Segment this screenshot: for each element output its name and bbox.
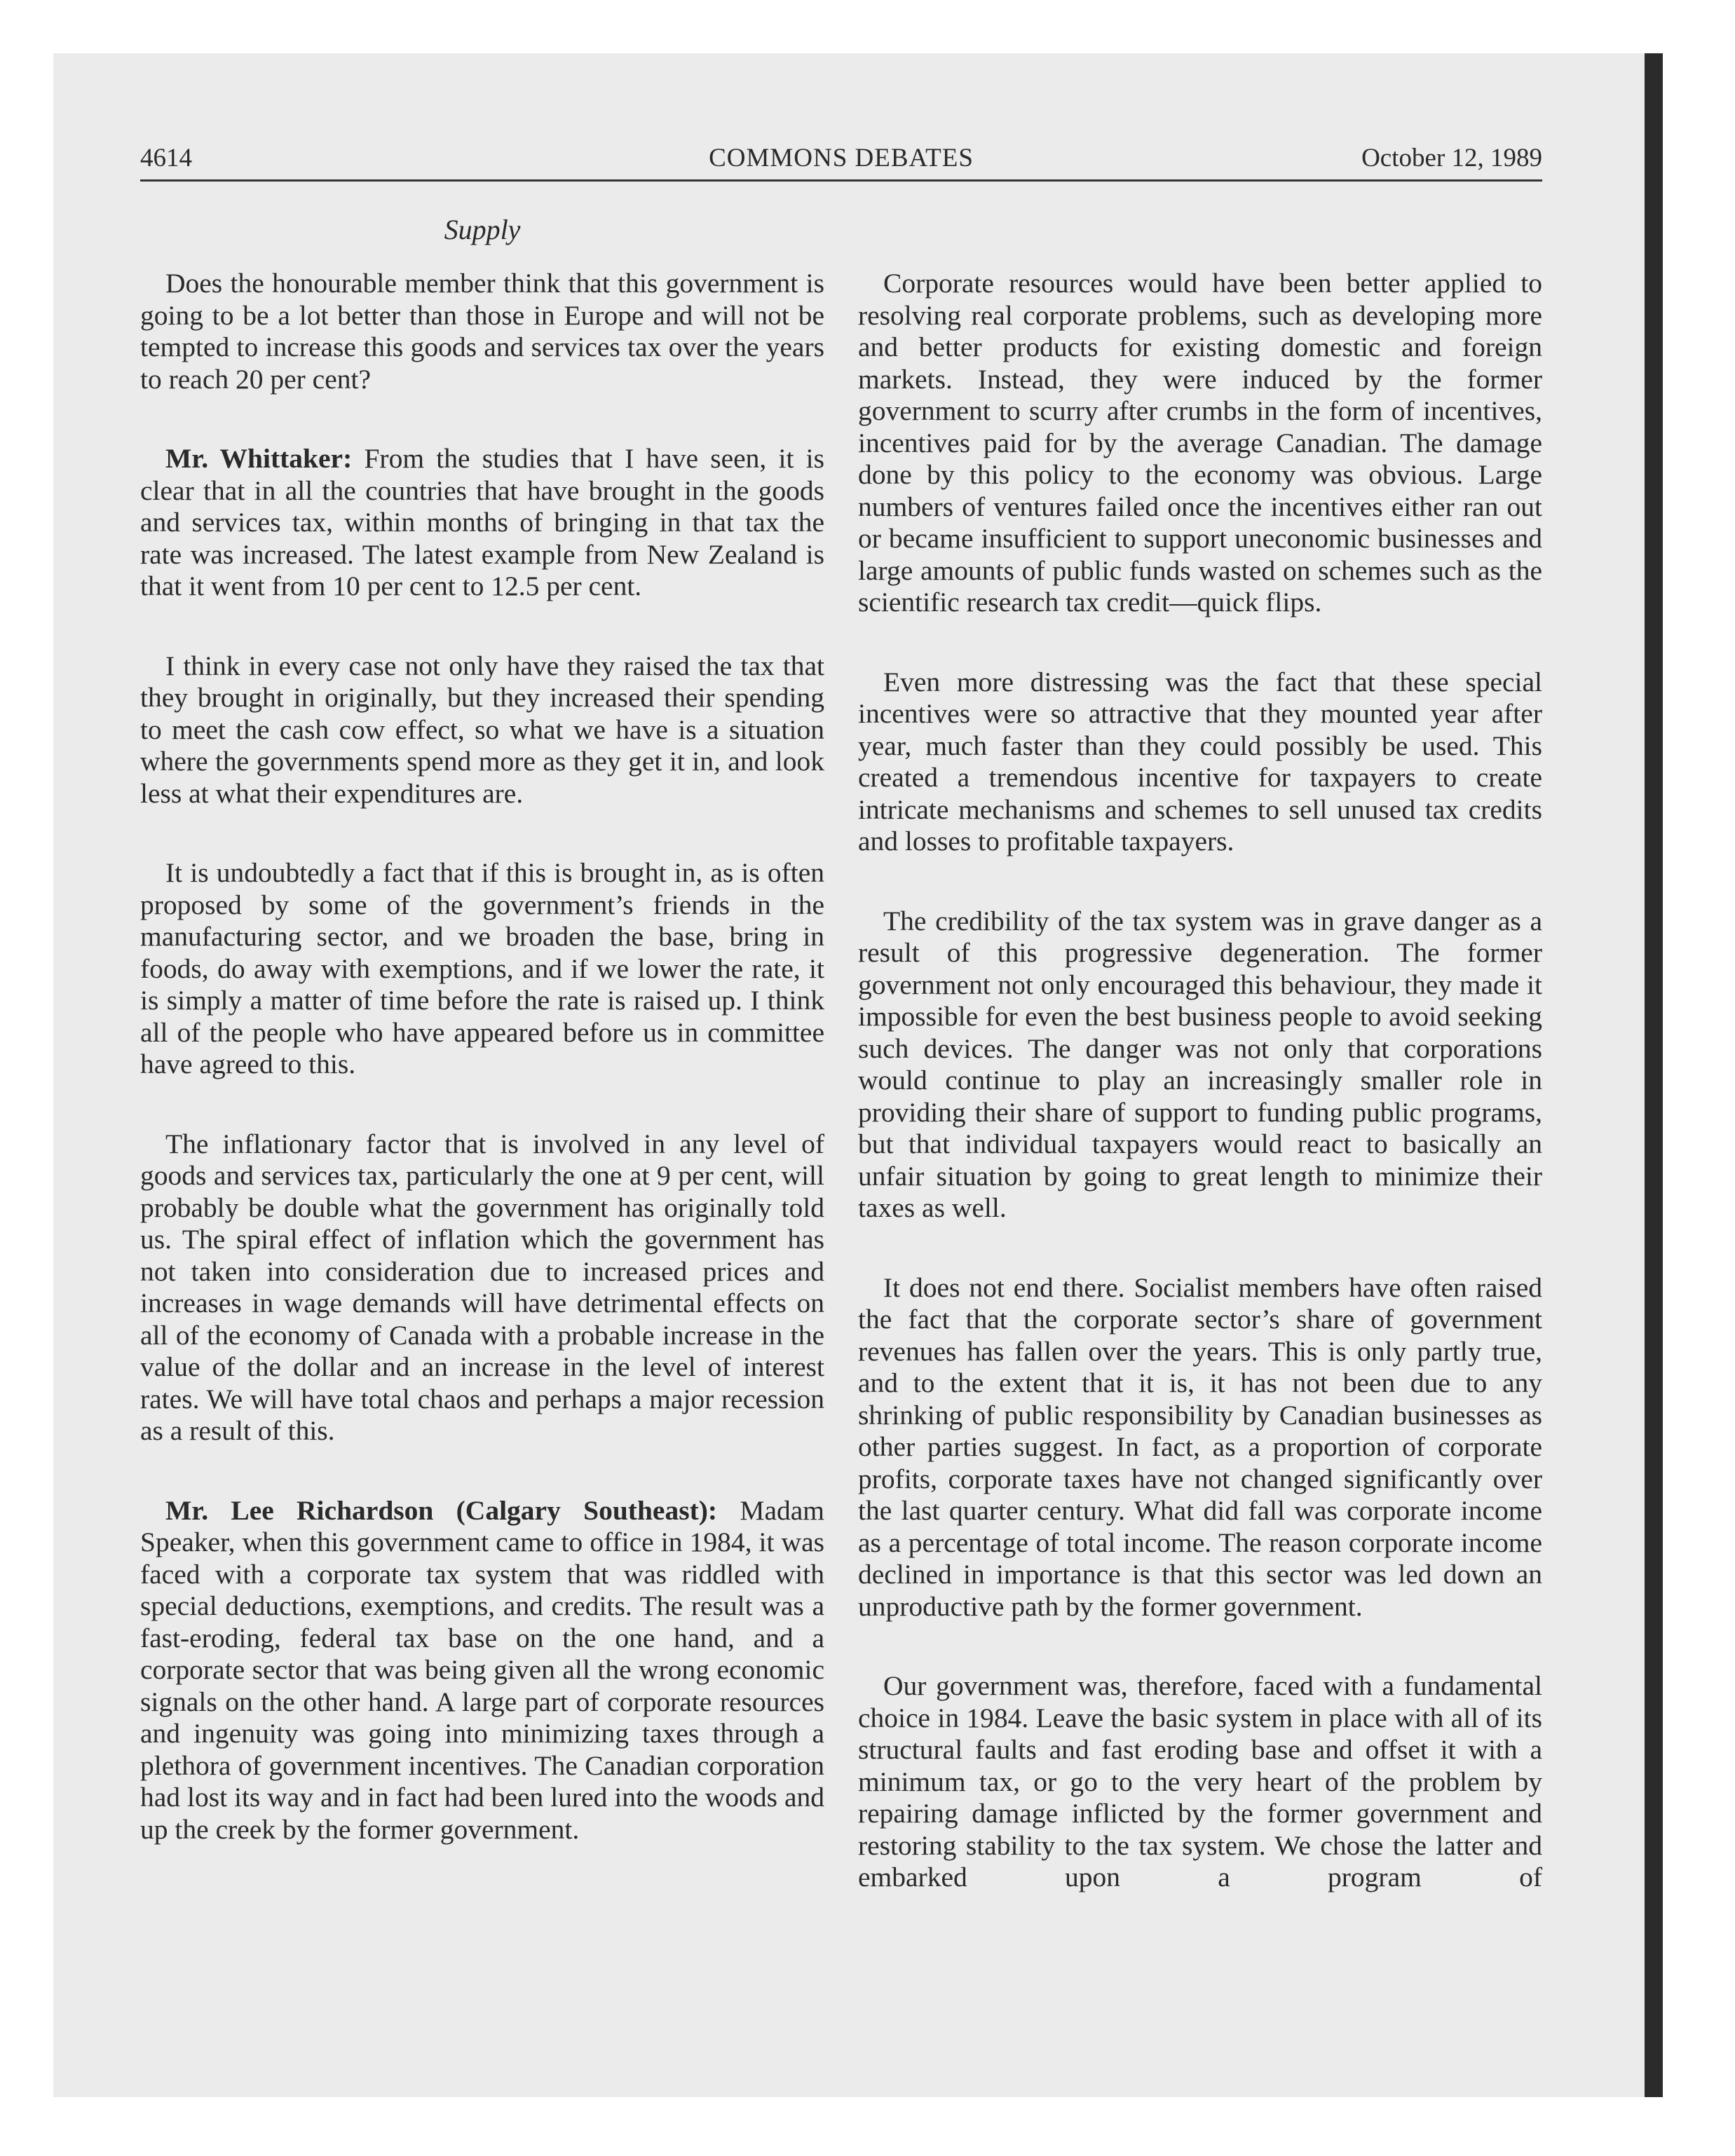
paragraph	[140, 1495, 824, 1846]
left-column	[140, 268, 824, 1893]
page-number: 4614	[140, 144, 192, 172]
paragraph: The credibility of the tax system was in grave danger as a result of this progressive degeneration. The former government not only encouraged this behaviour, they made it impossible for even the best business people to avoid seeking such devices. The danger was not only that corporations would continue to play an increasingly smaller role in providing their share of support to funding public programs, but that individual taxpayers would react to basically an unfair situation by going to great length to minimize their taxes as well.	[858, 905, 1542, 1223]
paragraph-text: Madam Speaker, when this government came to office in 1984, it was faced with a corporate tax system that was riddled with special deductions, exemptions, and credits. The result was a fast-eroding, federal tax base on the one hand, and a corporate sector that was being given all the wrong economic signals on the other hand. A large part of corporate resources and ingenuity was going into minimizing taxes through a plethora of government incentives. The Canadian corporation had lost its way and in fact had been lured into the woods and up the creek by the former government.	[140, 1494, 824, 1845]
paragraph: Our government was, therefore, faced with a fundamental choice in 1984. Leave the basic system in place with all of its structural faults and fast eroding base and offset it with a minimum tax, or go to the very heart of the problem by repairing damage inflicted by the former government and restoring stability to the tax system. We chose the latter and embarked upon a program of	[858, 1670, 1542, 1892]
paragraph: Even more distressing was the fact that these special incentives were so attractive that they mounted year after year, much faster than they could possibly be used. This created a tremendous incentive for taxpayers to create intricate mechanisms and schemes to sell unused tax credits and losses to profitable taxpayers.	[858, 666, 1542, 857]
section-title: Supply	[444, 214, 521, 245]
paragraph: It does not end there. Socialist members have often raised the fact that the corporate sector’s share of government revenues has fallen over the years. This is only partly true, and to the extent that it is, it has not been due to any shrinking of public responsibility by Canadian businesses as other parties suggest. In fact, as a proportion of corporate profits, corporate taxes have not changed significantly over the last quarter century. What did fall was corporate income as a percentage of total income. The reason corporate income declined in importance is that this sector was led down an unproductive path by the former government.	[858, 1271, 1542, 1622]
paragraph: I think in every case not only have they raised the tax that they brought in originally, but they increased their spending to meet the cash cow effect, so what we have is a situation where the governments spend more as they get it in, and look less at what their expenditures are.	[140, 650, 824, 809]
speaker-name: Mr. Whittaker:	[165, 443, 353, 474]
speaker-name: Mr. Lee Richardson (Calgary Southeast):	[165, 1494, 718, 1526]
paragraph: Corporate resources would have been better applied to resolving real corporate problems, such as developing more and better products for existing domestic and foreign markets. Instead, they were induced by the former government to scurry after crumbs in the form of incentives, incentives paid for by the average Canadian. The damage done by this policy to the economy was obvious. Large numbers of ventures failed once the incentives either ran out or became insufficient to support uneconomic businesses and large amounts of public funds wasted on schemes such as the scientific research tax credit—quick flips.	[858, 268, 1542, 618]
paragraph: It is undoubtedly a fact that if this is brought in, as is often proposed by some of the government’s friends in the manufacturing sector, and we broaden the base, bring in foods, do away with exemptions, and if we lower the rate, it is simply a matter of time before the rate is raised up. I think all of the people who have appeared before us in committee have agreed to this.	[140, 857, 824, 1079]
paragraph: The inflationary factor that is involved in any level of goods and services tax, particularly the one at 9 per cent, will probably be double what the government has originally told us. The spiral effect of inflation which the government has not taken into consideration due to increased prices and increases in wage demands will have detrimental effects on all of the economy of Canada with a probable increase in the value of the dollar and an increase in the level of interest rates. We will have total chaos and perhaps a major recession as a result of this.	[140, 1128, 824, 1446]
page-date: October 12, 1989	[1361, 144, 1542, 172]
scan-edge-bar	[1645, 53, 1663, 2097]
page-header	[140, 137, 1542, 182]
paragraph-text: From the studies that I have seen, it is clear that in all the countries that have brought in the goods and services tax, within months of bringing in that tax the rate was increased. The latest example from New Zealand is that it went from 10 per cent to 12.5 per cent.	[140, 443, 824, 601]
right-column	[858, 268, 1542, 1942]
paragraph: Does the honourable member think that this government is going to be a lot better than those in Europe and will not be tempted to increase this goods and services tax over the years to reach 20 per cent?	[140, 268, 824, 395]
paragraph	[140, 443, 824, 603]
publication-title: COMMONS DEBATES	[709, 144, 974, 172]
